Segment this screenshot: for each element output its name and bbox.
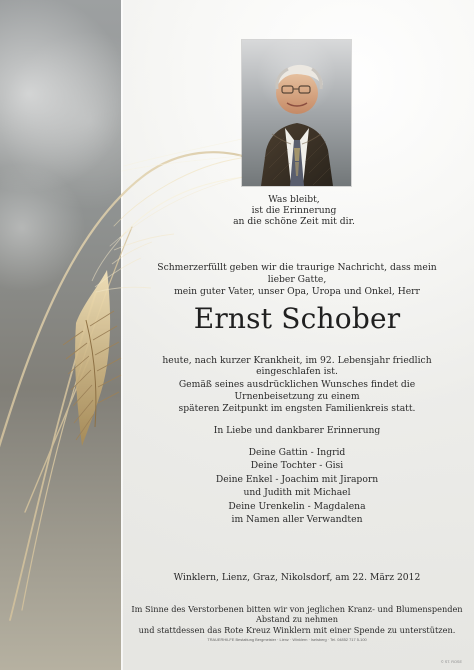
ceremony-line: Gemäß seines ausdrücklichen Wunsches findet die Urnenbeisetzung zu einem [178, 379, 416, 403]
left-background-panel [0, 0, 121, 670]
ceremony-line: späteren Zeitpunkt im engsten Familienkreis statt. [178, 403, 416, 415]
family-line: Deine Urenkelin - Magdalena [228, 500, 366, 512]
quote-line: Was bleibt, [268, 194, 320, 205]
funeral-home-footer: TRAUERHILFE Bestattung Bergmeister · Lienz · Winklern · Iselsberg · Tel. 04852 717 5-100 [207, 637, 367, 642]
family-line: Deine Gattin - Ingrid [248, 447, 346, 458]
family-list [194, 446, 400, 526]
portrait-photo [242, 40, 351, 186]
intro-line: Schmerzerfüllt geben wir die traurige Nachricht, dass mein lieber Gatte, [157, 262, 437, 286]
portrait-figure [242, 40, 351, 186]
family-line: Deine Enkel - Joachim mit Jiraporn [215, 473, 379, 485]
memory-heading: In Liebe und dankbarer Erinnerung [213, 425, 381, 436]
place-and-date: Winklern, Lienz, Graz, Nikolsdorf, am 22. März 2012 [173, 572, 421, 583]
memorial-quote [222, 194, 366, 227]
death-statement: heute, nach kurzer Krankheit, im 92. Lebensjahr friedlich eingeschlafen ist. [162, 355, 432, 377]
quote-line: ist die Erinnerung [251, 205, 337, 216]
quote-line: an die schöne Zeit mit dir. [233, 216, 355, 227]
urn-ceremony-text [145, 379, 449, 416]
closing-line: Im Sinne des Verstorbenen bitten wir von jeglichen Kranz- und Blumenspenden Abstand zu nehmen [131, 604, 463, 625]
footer-mark: © ST. ROSE [440, 660, 462, 664]
deceased-name: Ernst Schober [193, 302, 401, 335]
family-line: und Judith mit Michael [243, 487, 351, 499]
intro-text [145, 262, 449, 299]
family-line: Deine Tochter - Gisi [250, 460, 344, 472]
panel-divider [121, 0, 123, 670]
donation-request [130, 604, 464, 635]
family-line: im Namen aller Verwandten [231, 514, 363, 526]
closing-line: und stattdessen das Rote Kreuz Winklern mit einer Spende zu unterstützen. [138, 624, 456, 635]
intro-line: mein guter Vater, unser Opa, Uropa und Onkel, Herr [174, 286, 420, 298]
